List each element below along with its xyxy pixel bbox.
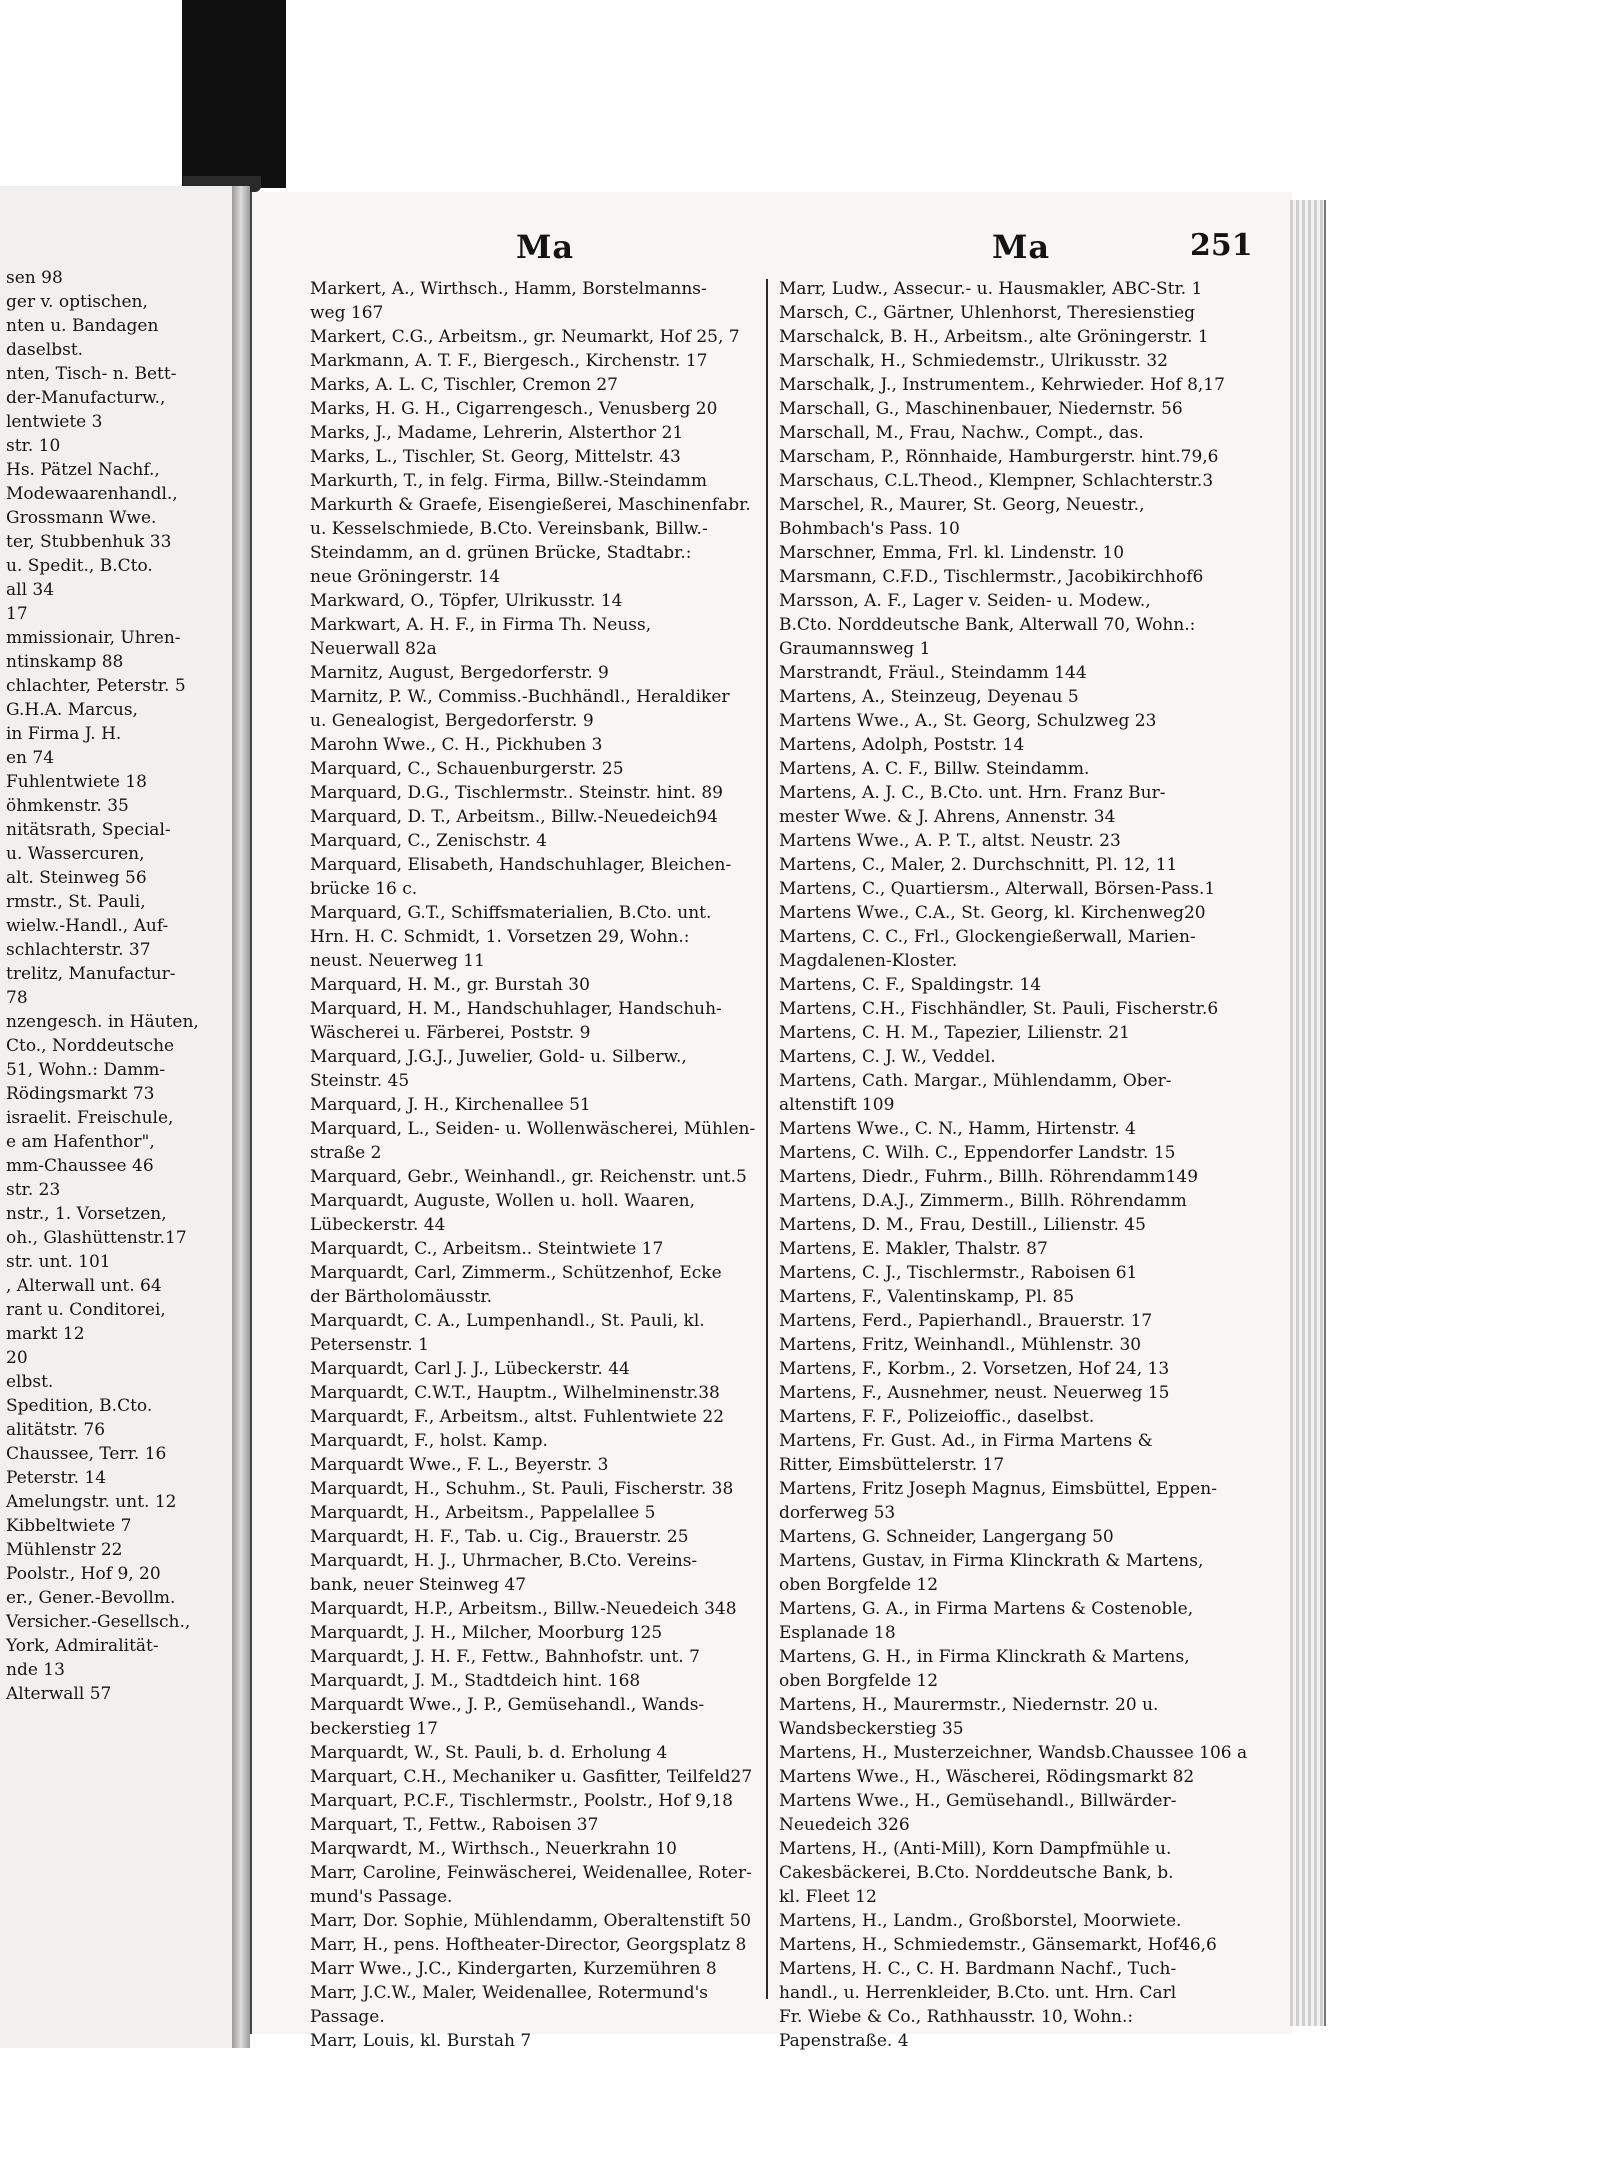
directory-entry-line: Martens, G. Schneider, Langergang 50 <box>779 1527 1114 1547</box>
directory-entry-line: daselbst. <box>6 340 84 360</box>
directory-entry-line: Marschall, G., Maschinenbauer, Niedernstr. 56 <box>779 399 1183 419</box>
directory-entry-line: Kibbeltwiete 7 <box>6 1516 132 1536</box>
directory-entry-line: Martens, Gustav, in Firma Klinckrath & Martens, <box>779 1551 1204 1571</box>
directory-entry-line: Marquard, D.G., Tischlermstr.. Steinstr. hint. 89 <box>310 783 723 803</box>
directory-entry-line: wielw.-Handl., Auf- <box>6 916 169 936</box>
directory-entry-line: weg 167 <box>310 303 384 323</box>
directory-entry-line: Martens, Fritz, Weinhandl., Mühlenstr. 30 <box>779 1335 1142 1355</box>
directory-entry-line: Fr. Wiebe & Co., Rathhausstr. 10, Wohn.: <box>779 2007 1134 2027</box>
directory-entry-line: Martens, D.A.J., Zimmerm., Billh. Röhrendamm <box>779 1191 1187 1211</box>
directory-entry-line: Marks, A. L. C, Tischler, Cremon 27 <box>310 375 618 395</box>
directory-entry-line: Marks, J., Madame, Lehrerin, Alsterthor 21 <box>310 423 684 443</box>
directory-entry-line: Rödingsmarkt 73 <box>6 1084 155 1104</box>
directory-entry-line: der Bärtholomäusstr. <box>310 1287 493 1307</box>
directory-entry-line: B.Cto. Norddeutsche Bank, Alterwall 70, Wohn.: <box>779 615 1196 635</box>
directory-entry-line: Martens, A. C. F., Billw. Steindamm. <box>779 759 1090 779</box>
directory-entry-line: ntinskamp 88 <box>6 652 124 672</box>
directory-entry-line: Marscham, P., Rönnhaide, Hamburgerstr. hint.79,6 <box>779 447 1219 467</box>
directory-entry-line: oh., Glashüttenstr.17 <box>6 1228 187 1248</box>
directory-entry-line: Martens Wwe., H., Wäscherei, Rödingsmarkt 82 <box>779 1767 1195 1787</box>
directory-entry-line: Graumannsweg 1 <box>779 639 931 659</box>
directory-entry-line: er., Gener.-Bevollm. <box>6 1588 176 1608</box>
directory-entry-line: Marquardt, C.W.T., Hauptm., Wilhelminenstr.38 <box>310 1383 720 1403</box>
directory-entry-line: Marnitz, P. W., Commiss.-Buchhändl., Heraldiker <box>310 687 730 707</box>
running-header-right: Ma <box>992 228 1051 266</box>
directory-entry-line: Marquard, H. M., gr. Burstah 30 <box>310 975 590 995</box>
directory-entry-line: Martens, A. J. C., B.Cto. unt. Hrn. Franz Bur- <box>779 783 1166 803</box>
directory-entry-line: Steindamm, an d. grünen Brücke, Stadtabr.: <box>310 543 692 563</box>
directory-entry-line: Martens Wwe., C.A., St. Georg, kl. Kirchenweg20 <box>779 903 1206 923</box>
directory-entry-line: Martens, H., Musterzeichner, Wandsb.Chaussee 106 a <box>779 1743 1248 1763</box>
directory-entry-line: Martens, C. J. W., Veddel. <box>779 1047 996 1067</box>
directory-entry-line: Marschaus, C.L.Theod., Klempner, Schlachterstr.3 <box>779 471 1214 491</box>
directory-entry-line: Marquardt, C., Arbeitsm.. Steintwiete 17 <box>310 1239 664 1259</box>
directory-entry-line: Markurth, T., in felg. Firma, Billw.-Steindamm <box>310 471 708 491</box>
directory-entry-line: Martens, C., Maler, 2. Durchschnitt, Pl. 12, 11 <box>779 855 1178 875</box>
directory-entry-line: Martens, A., Steinzeug, Deyenau 5 <box>779 687 1079 707</box>
directory-entry-line: Marquardt, F., holst. Kamp. <box>310 1431 548 1451</box>
directory-entry-line: Markurth & Graefe, Eisengießerei, Maschinenfabr. <box>310 495 751 515</box>
directory-column-left <box>310 277 760 2053</box>
directory-entry-line: Marquardt, Carl, Zimmerm., Schützenhof, Ecke <box>310 1263 722 1283</box>
directory-entry-line: Martens, F., Ausnehmer, neust. Neuerweg 15 <box>779 1383 1170 1403</box>
directory-entry-line: Versicher.-Gesellsch., <box>6 1612 191 1632</box>
directory-entry-line: Cakesbäckerei, B.Cto. Norddeutsche Bank, b. <box>779 1863 1174 1883</box>
directory-entry-line: der-Manufacturw., <box>6 388 166 408</box>
directory-entry-line: Petersenstr. 1 <box>310 1335 429 1355</box>
directory-entry-line: Martens, C. Wilh. C., Eppendorfer Landstr. 15 <box>779 1143 1176 1163</box>
directory-entry-line: Marquardt, W., St. Pauli, b. d. Erholung 4 <box>310 1743 668 1763</box>
directory-entry-line: Marquardt Wwe., J. P., Gemüsehandl., Wands- <box>310 1695 705 1715</box>
directory-entry-line: Martens, Diedr., Fuhrm., Billh. Röhrendamm149 <box>779 1167 1199 1187</box>
left-page <box>0 186 235 2048</box>
directory-entry-line: Neuerwall 82a <box>310 639 437 659</box>
directory-entry-line: Martens, D. M., Frau, Destill., Lilienstr. 45 <box>779 1215 1146 1235</box>
directory-entry-line: Martens, Cath. Margar., Mühlendamm, Ober- <box>779 1071 1172 1091</box>
directory-entry-line: elbst. <box>6 1372 54 1392</box>
directory-entry-line: Chaussee, Terr. 16 <box>6 1444 167 1464</box>
directory-entry-line: Marohn Wwe., C. H., Pickhuben 3 <box>310 735 603 755</box>
directory-entry-line: Markwart, A. H. F., in Firma Th. Neuss, <box>310 615 652 635</box>
directory-entry-line: nde 13 <box>6 1660 65 1680</box>
directory-entry-line: bank, neuer Steinweg 47 <box>310 1575 527 1595</box>
directory-entry-line: Peterstr. 14 <box>6 1468 107 1488</box>
directory-entry-line: 51, Wohn.: Damm- <box>6 1060 166 1080</box>
directory-entry-line: Marquard, Gebr., Weinhandl., gr. Reichenstr. unt.5 <box>310 1167 747 1187</box>
directory-entry-line: Marks, H. G. H., Cigarrengesch., Venusberg 20 <box>310 399 718 419</box>
right-page <box>250 192 1292 2051</box>
directory-entry-line: Marschall, M., Frau, Nachw., Compt., das. <box>779 423 1144 443</box>
directory-entry-line: Marschalck, B. H., Arbeitsm., alte Gröningerstr. 1 <box>779 327 1209 347</box>
directory-entry-line: Martens Wwe., H., Gemüsehandl., Billwärder- <box>779 1791 1177 1811</box>
directory-entry-line: Marquardt, H.P., Arbeitsm., Billw.-Neuedeich 348 <box>310 1599 737 1619</box>
directory-entry-line: nzengesch. in Häuten, <box>6 1012 199 1032</box>
directory-entry-line: Marquard, G.T., Schiffsmaterialien, B.Cto. unt. <box>310 903 712 923</box>
directory-entry-line: schlachterstr. 37 <box>6 940 151 960</box>
directory-entry-line: , Alterwall unt. 64 <box>6 1276 162 1296</box>
directory-entry-line: Marquart, T., Fettw., Raboisen 37 <box>310 1815 599 1835</box>
directory-entry-line: u. Wassercuren, <box>6 844 145 864</box>
directory-entry-line: Marschalk, H., Schmiedemstr., Ulrikusstr. 32 <box>779 351 1168 371</box>
directory-entry-line: mmissionair, Uhren- <box>6 628 181 648</box>
directory-entry-line: neust. Neuerweg 11 <box>310 951 485 971</box>
directory-entry-line: Alterwall 57 <box>6 1684 112 1704</box>
directory-entry-line: Marquard, C., Schauenburgerstr. 25 <box>310 759 624 779</box>
directory-entry-line: Papenstraße. 4 <box>779 2031 909 2051</box>
directory-entry-line: oben Borgfelde 12 <box>779 1575 939 1595</box>
directory-entry-line: Marqwardt, M., Wirthsch., Neuerkrahn 10 <box>310 1839 677 1859</box>
directory-entry-line: Martens Wwe., A. P. T., altst. Neustr. 23 <box>779 831 1121 851</box>
directory-entry-line: Martens, E. Makler, Thalstr. 87 <box>779 1239 1048 1259</box>
directory-entry-line: Magdalenen-Kloster. <box>779 951 958 971</box>
directory-entry-line: Esplanade 18 <box>779 1623 896 1643</box>
directory-entry-line: Martens Wwe., C. N., Hamm, Hirtenstr. 4 <box>779 1119 1136 1139</box>
directory-entry-line: Martens, Adolph, Poststr. 14 <box>779 735 1025 755</box>
directory-entry-line: rmstr., St. Pauli, <box>6 892 146 912</box>
directory-entry-line: Marquard, D. T., Arbeitsm., Billw.-Neuedeich94 <box>310 807 718 827</box>
directory-entry-line: Martens, Fritz Joseph Magnus, Eimsbüttel, Eppen- <box>779 1479 1217 1499</box>
directory-entry-line: Marquardt, Auguste, Wollen u. holl. Waaren, <box>310 1191 696 1211</box>
directory-entry-line: Marquard, L., Seiden- u. Wollenwäscherei, Mühlen- <box>310 1119 756 1139</box>
directory-entry-line: Martens, C. C., Frl., Glockengießerwall, Marien- <box>779 927 1196 947</box>
directory-entry-line: Neuedeich 326 <box>779 1815 910 1835</box>
directory-entry-line: York, Admiralität- <box>6 1636 159 1656</box>
directory-entry-line: Marr, J.C.W., Maler, Weidenallee, Rotermund's <box>310 1983 709 2003</box>
directory-entry-line: Marquard, J.G.J., Juwelier, Gold- u. Silberw., <box>310 1047 687 1067</box>
directory-entry-line: lentwiete 3 <box>6 412 103 432</box>
directory-entry-line: neue Gröningerstr. 14 <box>310 567 501 587</box>
directory-entry-line: Martens, H., (Anti-Mill), Korn Dampfmühle u. <box>779 1839 1172 1859</box>
directory-entry-line: handl., u. Herrenkleider, B.Cto. unt. Hrn. Carl <box>779 1983 1177 2003</box>
directory-entry-line: Markert, A., Wirthsch., Hamm, Borstelmanns- <box>310 279 707 299</box>
directory-entry-line: Marquardt, C. A., Lumpenhandl., St. Pauli, kl. <box>310 1311 705 1331</box>
column-divider <box>766 279 768 1999</box>
directory-entry-line: Martens, G. H., in Firma Klinckrath & Martens, <box>779 1647 1190 1667</box>
book-gutter <box>232 186 250 2048</box>
directory-entry-line: nten, Tisch- n. Bett- <box>6 364 177 384</box>
directory-entry-line: Marr, Dor. Sophie, Mühlendamm, Oberaltenstift 50 <box>310 1911 752 1931</box>
directory-entry-line: Marr, H., pens. Hoftheater-Director, Georgsplatz 8 <box>310 1935 747 1955</box>
directory-entry-line: Cto., Norddeutsche <box>6 1036 175 1056</box>
directory-entry-line: Markert, C.G., Arbeitsm., gr. Neumarkt, Hof 25, 7 <box>310 327 740 347</box>
directory-entry-line: Marquardt, H. J., Uhrmacher, B.Cto. Vereins- <box>310 1551 698 1571</box>
directory-entry-line: Amelungstr. unt. 12 <box>6 1492 177 1512</box>
directory-entry-line: Martens, F., Korbm., 2. Vorsetzen, Hof 24, 13 <box>779 1359 1170 1379</box>
directory-entry-line: str. unt. 101 <box>6 1252 111 1272</box>
directory-entry-line: Marquardt, F., Arbeitsm., altst. Fuhlentwiete 22 <box>310 1407 725 1427</box>
directory-entry-line: mester Wwe. & J. Ahrens, Annenstr. 34 <box>779 807 1116 827</box>
directory-entry-line: dorferweg 53 <box>779 1503 896 1523</box>
directory-entry-line: sen 98 <box>6 268 63 288</box>
directory-entry-line: chlachter, Peterstr. 5 <box>6 676 186 696</box>
directory-entry-line: Marquard, H. M., Handschuhlager, Handschuh- <box>310 999 722 1019</box>
directory-entry-line: u. Genealogist, Bergedorferstr. 9 <box>310 711 594 731</box>
directory-entry-line: Passage. <box>310 2007 385 2027</box>
directory-entry-line: Martens, H., Landm., Großborstel, Moorwiete. <box>779 1911 1182 1931</box>
directory-entry-line: str. 23 <box>6 1180 61 1200</box>
directory-entry-line: Martens, C. F., Spaldingstr. 14 <box>779 975 1042 995</box>
directory-entry-line: Lübeckerstr. 44 <box>310 1215 446 1235</box>
directory-entry-line: Spedition, B.Cto. <box>6 1396 153 1416</box>
directory-entry-line: markt 12 <box>6 1324 85 1344</box>
directory-entry-line: Markmann, A. T. F., Biergesch., Kirchenstr. 17 <box>310 351 708 371</box>
directory-entry-line: Martens, H., Schmiedemstr., Gänsemarkt, Hof46,6 <box>779 1935 1217 1955</box>
directory-entry-line: str. 10 <box>6 436 61 456</box>
directory-entry-line: Marquardt, J. H. F., Fettw., Bahnhofstr. unt. 7 <box>310 1647 700 1667</box>
directory-entry-line: Martens, C., Quartiersm., Alterwall, Börsen-Pass.1 <box>779 879 1216 899</box>
directory-entry-line: G.H.A. Marcus, <box>6 700 138 720</box>
directory-entry-line: Hs. Pätzel Nachf., <box>6 460 160 480</box>
directory-entry-line: Martens, F. F., Polizeioffic., daselbst. <box>779 1407 1095 1427</box>
directory-entry-line: e am Hafenthor", <box>6 1132 155 1152</box>
directory-entry-line: Marquardt, Carl J. J., Lübeckerstr. 44 <box>310 1359 630 1379</box>
running-header-left: Ma <box>516 228 575 266</box>
directory-entry-line: Wandsbeckerstieg 35 <box>779 1719 964 1739</box>
directory-entry-line: nten u. Bandagen <box>6 316 159 336</box>
directory-entry-line: 78 <box>6 988 28 1008</box>
directory-entry-line: Marschel, R., Maurer, St. Georg, Neuestr., <box>779 495 1145 515</box>
directory-entry-line: Marquardt, H., Schuhm., St. Pauli, Fischerstr. 38 <box>310 1479 734 1499</box>
directory-entry-line: mund's Passage. <box>310 1887 453 1907</box>
directory-entry-line: u. Spedit., B.Cto. <box>6 556 153 576</box>
left-page-fragments <box>6 266 228 1706</box>
directory-entry-line: all 34 <box>6 580 55 600</box>
directory-entry-line: Poolstr., Hof 9, 20 <box>6 1564 161 1584</box>
directory-entry-line: Grossmann Wwe. <box>6 508 157 528</box>
directory-entry-line: u. Kesselschmiede, B.Cto. Vereinsbank, Billw.- <box>310 519 708 539</box>
directory-entry-line: Martens, H. C., C. H. Bardmann Nachf., Tuch- <box>779 1959 1177 1979</box>
directory-entry-line: Markward, O., Töpfer, Ulrikusstr. 14 <box>310 591 623 611</box>
directory-entry-line: Martens, Ferd., Papierhandl., Brauerstr. 17 <box>779 1311 1153 1331</box>
directory-entry-line: Martens, C. H. M., Tapezier, Lilienstr. 21 <box>779 1023 1130 1043</box>
directory-entry-line: Marsch, C., Gärtner, Uhlenhorst, Theresienstieg <box>779 303 1196 323</box>
directory-entry-line: ter, Stubbenhuk 33 <box>6 532 172 552</box>
directory-entry-line: Marquard, Elisabeth, Handschuhlager, Bleichen- <box>310 855 732 875</box>
directory-entry-line: Martens, H., Maurermstr., Niedernstr. 20 u. <box>779 1695 1159 1715</box>
directory-entry-line: Martens, Fr. Gust. Ad., in Firma Martens & <box>779 1431 1153 1451</box>
directory-entry-line: altenstift 109 <box>779 1095 895 1115</box>
directory-entry-line: Marr Wwe., J.C., Kindergarten, Kurzemühren 8 <box>310 1959 717 1979</box>
directory-entry-line: Martens, G. A., in Firma Martens & Costenoble, <box>779 1599 1194 1619</box>
directory-entry-line: Marsson, A. F., Lager v. Seiden- u. Modew., <box>779 591 1151 611</box>
directory-entry-line: Fuhlentwiete 18 <box>6 772 147 792</box>
directory-entry-line: Marquardt, J. M., Stadtdeich hint. 168 <box>310 1671 641 1691</box>
directory-entry-line: Martens Wwe., A., St. Georg, Schulzweg 23 <box>779 711 1157 731</box>
directory-entry-line: Marquardt Wwe., F. L., Beyerstr. 3 <box>310 1455 609 1475</box>
directory-entry-line: trelitz, Manufactur- <box>6 964 176 984</box>
directory-entry-line: Martens, F., Valentinskamp, Pl. 85 <box>779 1287 1075 1307</box>
directory-entry-line: Marks, L., Tischler, St. Georg, Mittelstr. 43 <box>310 447 681 467</box>
directory-entry-line: alt. Steinweg 56 <box>6 868 147 888</box>
directory-column-right <box>779 277 1248 2053</box>
page-number: 251 <box>1190 228 1253 263</box>
directory-entry-line: Marschner, Emma, Frl. kl. Lindenstr. 10 <box>779 543 1125 563</box>
directory-entry-line: straße 2 <box>310 1143 382 1163</box>
directory-entry-line: Wäscherei u. Färberei, Poststr. 9 <box>310 1023 591 1043</box>
page-stack-edge <box>1290 200 1326 2026</box>
directory-entry-line: beckerstieg 17 <box>310 1719 438 1739</box>
directory-entry-line: Hrn. H. C. Schmidt, 1. Vorsetzen 29, Wohn.: <box>310 927 690 947</box>
directory-entry-line: Marsmann, C.F.D., Tischlermstr., Jacobikirchhof6 <box>779 567 1204 587</box>
directory-entry-line: nstr., 1. Vorsetzen, <box>6 1204 167 1224</box>
directory-entry-line: Marquardt, H., Arbeitsm., Pappelallee 5 <box>310 1503 656 1523</box>
directory-entry-line: Ritter, Eimsbüttelerstr. 17 <box>779 1455 1005 1475</box>
directory-entry-line: öhmkenstr. 35 <box>6 796 129 816</box>
directory-entry-line: alitätstr. 76 <box>6 1420 106 1440</box>
directory-entry-line: Marr, Ludw., Assecur.- u. Hausmakler, ABC-Str. 1 <box>779 279 1203 299</box>
directory-entry-line: Marstrandt, Fräul., Steindamm 144 <box>779 663 1087 683</box>
directory-entry-line: Marquard, J. H., Kirchenallee 51 <box>310 1095 591 1115</box>
directory-entry-line: Marquardt, J. H., Milcher, Moorburg 125 <box>310 1623 663 1643</box>
directory-entry-line: in Firma J. H. <box>6 724 122 744</box>
directory-entry-line: mm-Chaussee 46 <box>6 1156 154 1176</box>
directory-entry-line: israelit. Freischule, <box>6 1108 174 1128</box>
directory-entry-line: Modewaarenhandl., <box>6 484 178 504</box>
directory-entry-line: rant u. Conditorei, <box>6 1300 166 1320</box>
directory-entry-line: Marquart, C.H., Mechaniker u. Gasfitter, Teilfeld27 <box>310 1767 753 1787</box>
directory-entry-line: kl. Fleet 12 <box>779 1887 877 1907</box>
directory-entry-line: Marquart, P.C.F., Tischlermstr., Poolstr., Hof 9,18 <box>310 1791 733 1811</box>
directory-entry-line: nitätsrath, Special- <box>6 820 171 840</box>
directory-entry-line: Steinstr. 45 <box>310 1071 410 1091</box>
directory-entry-line: Marquardt, H. F., Tab. u. Cig., Brauerstr. 25 <box>310 1527 689 1547</box>
directory-entry-line: Marr, Louis, kl. Burstah 7 <box>310 2031 532 2051</box>
directory-entry-line: Marschalk, J., Instrumentem., Kehrwieder. Hof 8,17 <box>779 375 1225 395</box>
directory-entry-line: Marnitz, August, Bergedorferstr. 9 <box>310 663 609 683</box>
directory-entry-line: ger v. optischen, <box>6 292 148 312</box>
directory-entry-line: en 74 <box>6 748 55 768</box>
directory-entry-line: 20 <box>6 1348 28 1368</box>
directory-entry-line: 17 <box>6 604 28 624</box>
directory-entry-line: Martens, C.H., Fischhändler, St. Pauli, Fischerstr.6 <box>779 999 1219 1019</box>
directory-entry-line: Martens, C. J., Tischlermstr., Raboisen 61 <box>779 1263 1138 1283</box>
directory-entry-line: brücke 16 c. <box>310 879 418 899</box>
dark-background-strip <box>182 0 286 188</box>
directory-entry-line: oben Borgfelde 12 <box>779 1671 939 1691</box>
directory-entry-line: Bohmbach's Pass. 10 <box>779 519 960 539</box>
directory-entry-line: Marr, Caroline, Feinwäscherei, Weidenallee, Roter- <box>310 1863 752 1883</box>
directory-entry-line: Marquard, C., Zenischstr. 4 <box>310 831 547 851</box>
directory-entry-line: Mühlenstr 22 <box>6 1540 123 1560</box>
